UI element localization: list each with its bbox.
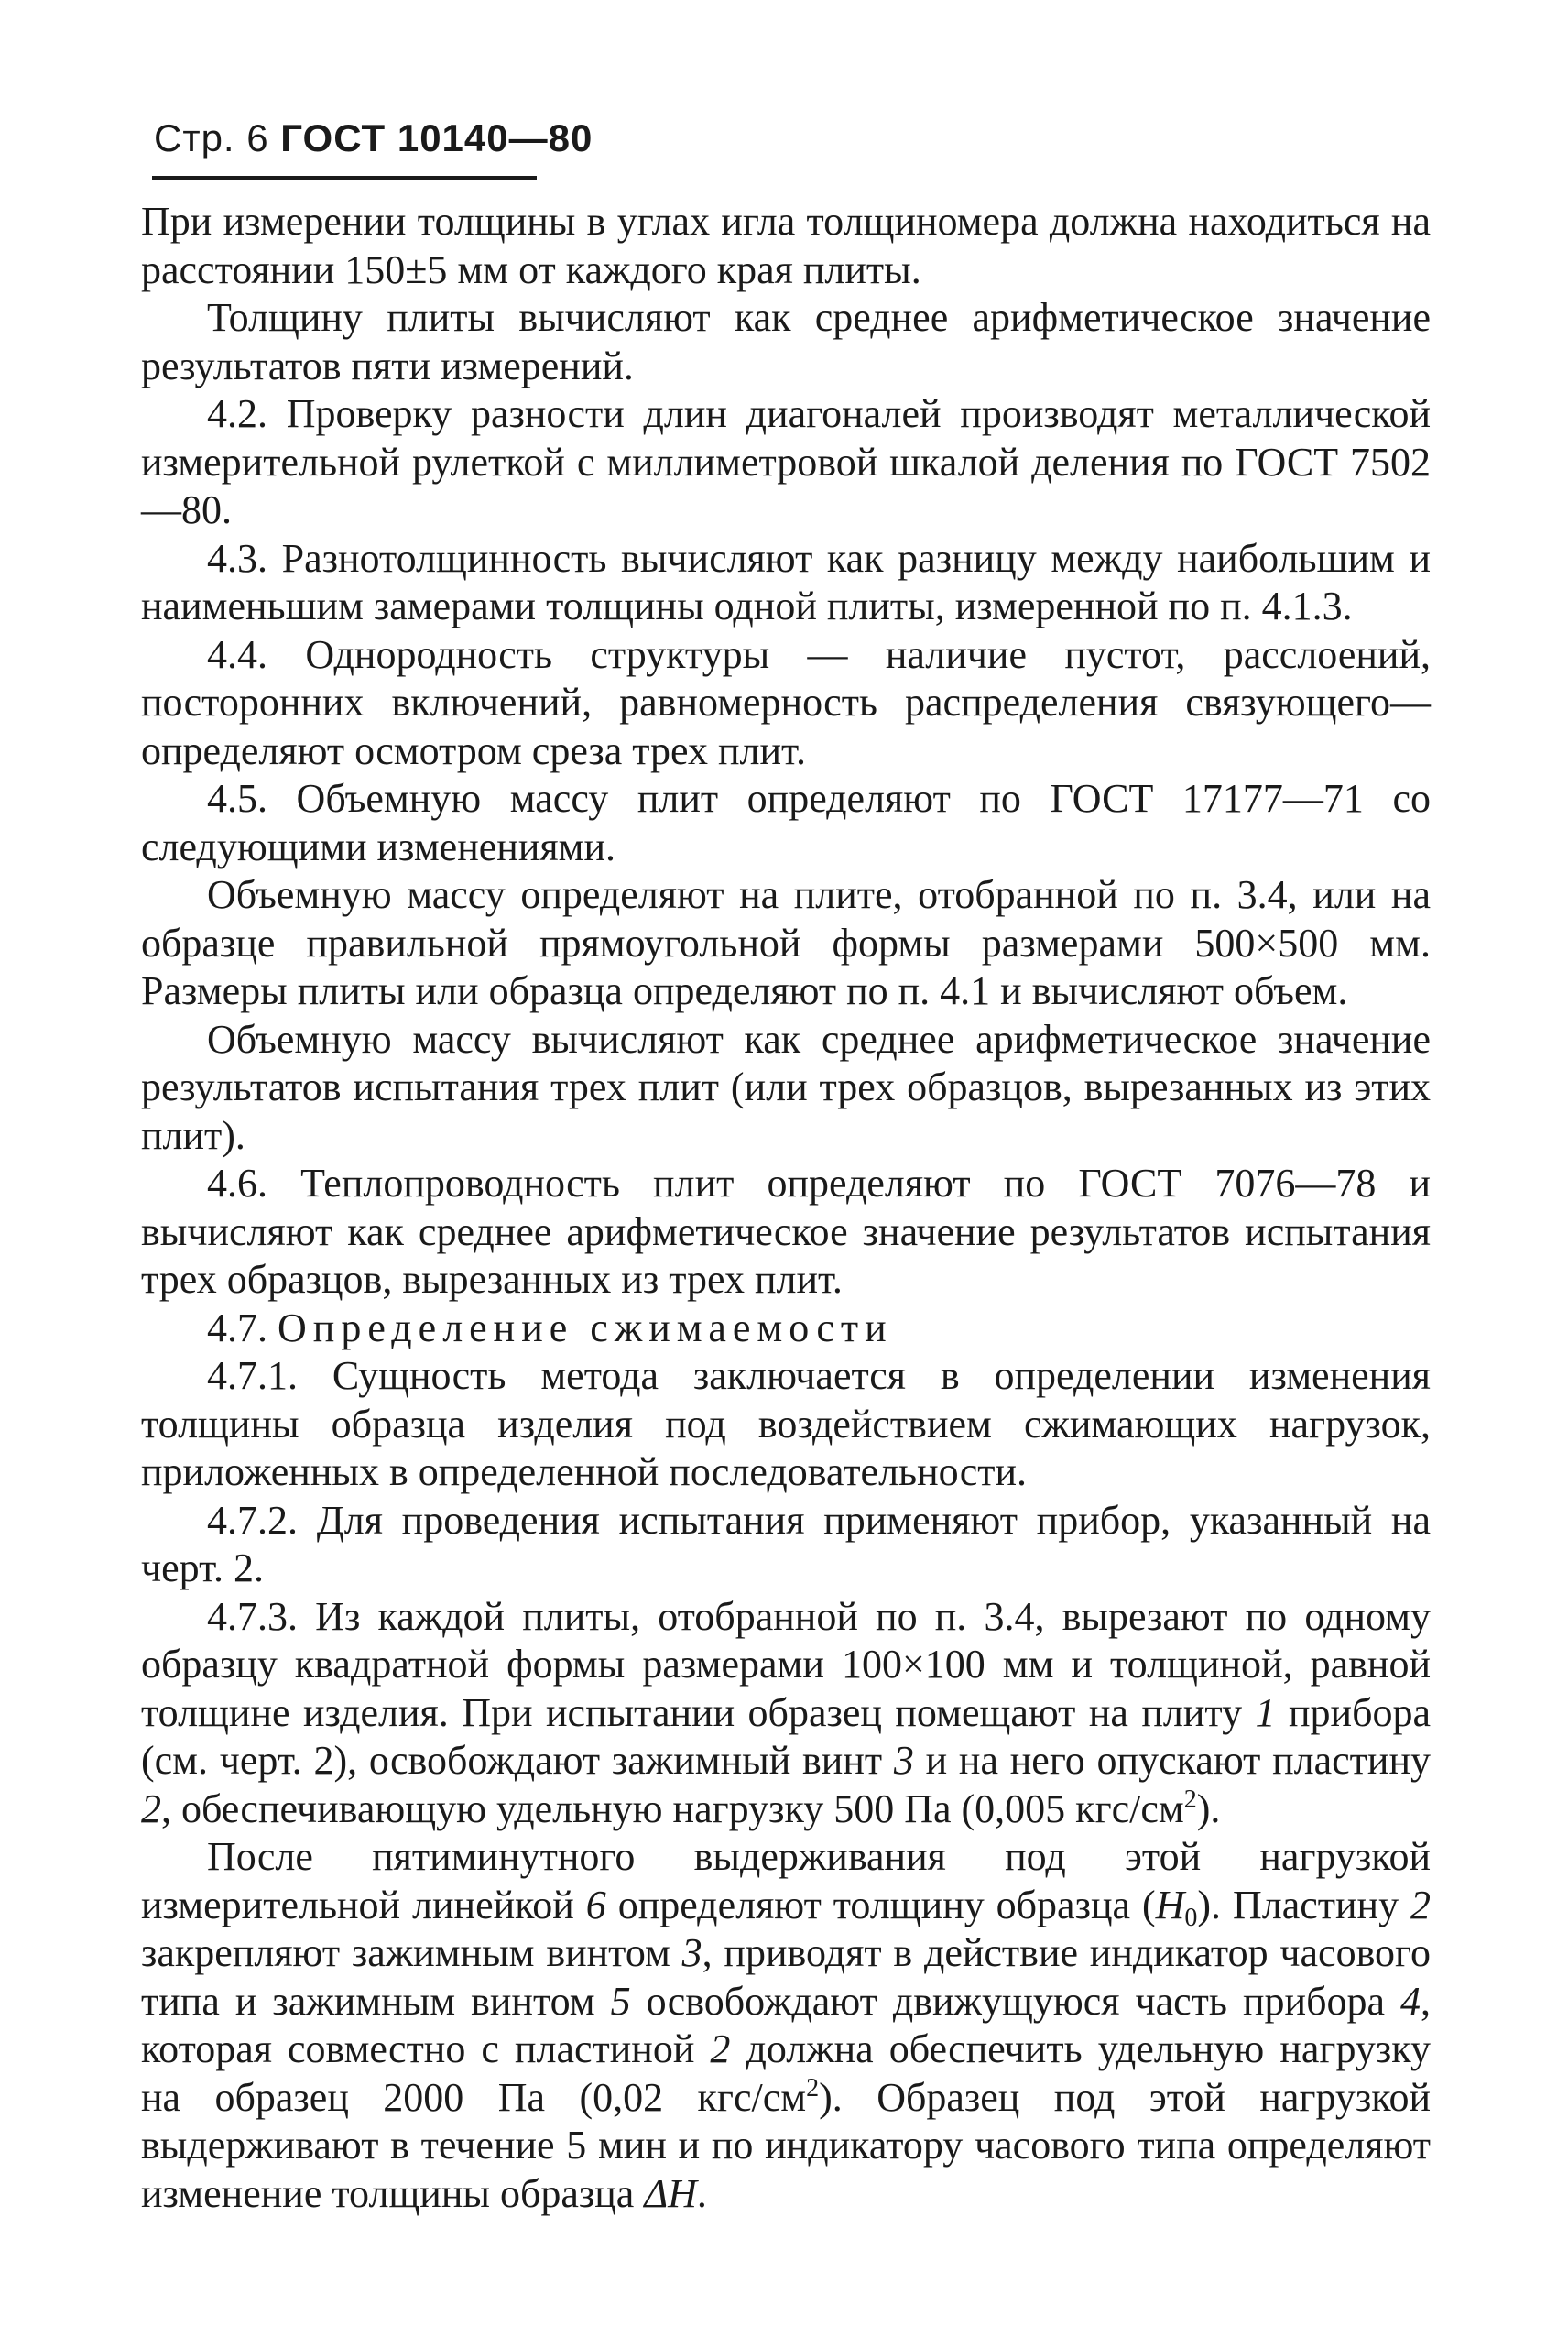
paragraph-text: 4.3. Разнотолщинность вычисляют как разницу между наибольшим и наименьшим замерами толщины одной плиты, измеренной по п. 4.1.3. <box>141 535 1431 628</box>
paragraph-text: закрепляют зажимным винтом <box>141 1930 682 1975</box>
figure-ref-number: 4 <box>1400 1978 1421 2024</box>
paragraph <box>141 1352 1431 1497</box>
subscript: 0 <box>1184 1903 1198 1932</box>
paragraph-text: 4.5. Объемную массу плит определяют по ГОСТ 17177—71 со следующими изменениями. <box>141 776 1431 869</box>
paragraph-text: определяют толщину образца ( <box>605 1882 1156 1927</box>
figure-ref-number: 5 <box>610 1978 631 2024</box>
paragraph-text: 3.4, или на образце правильной прямоугольной формы размерами 500×500 мм. Размеры плиты или образца определяют по п. 4.1 и вычисляют объем. <box>141 872 1431 1013</box>
paragraph <box>141 294 1431 390</box>
figure-ref-number: 2 <box>141 1785 161 1831</box>
paragraph-text: 4.7.2. Для проведения испытания применяют прибор, указанный на черт. 2. <box>141 1497 1431 1590</box>
paragraph-text: 4.7.3. Из каждой плиты, отобранной по п. 3.4, вырезают по одному образцу квадратной формы размерами 100×100 мм и толщиной, равной толщине изделия. При испытании образец помещают на плиту <box>141 1593 1431 1735</box>
page-number: Стр. 6 <box>154 116 269 159</box>
paragraph-text: ). Образец под этой нагрузкой выдерживают в течение 5 мин и по индикатору часового типа определяют изменение толщины образца <box>141 2074 1431 2216</box>
paragraph <box>141 775 1431 871</box>
paragraph-text: 4.2. Проверку разности длин диагоналей производят металлической измерительной рулеткой с миллиметровой шкалой деления по ГОСТ 7502—80. <box>141 391 1431 532</box>
paragraph-text: ). <box>1196 1785 1221 1831</box>
paragraph-text: , приводят в действие индикатор часового типа и зажимным винтом <box>141 1930 1431 2024</box>
symbol-h: H <box>1155 1882 1185 1927</box>
paragraph-text: 4.4. Однородность структуры — наличие пустот, расслоений, посторонних включений, равномерность распределения связующего— определяют осмотром среза трех плит. <box>141 631 1431 773</box>
paragraph <box>141 535 1431 631</box>
paragraph-text: Толщину плиты вычисляют как среднее арифметическое значение результатов пяти измерений. <box>141 295 1431 388</box>
section-heading-text: Определение сжимаемости <box>278 1305 893 1350</box>
paragraph <box>141 1593 1431 1834</box>
paragraph <box>141 390 1431 535</box>
standard-title: ГОСТ 10140—80 <box>280 116 593 159</box>
paragraph-text: , обеспечивающую удельную нагрузку 500 Па (0,005 кгс/см <box>161 1785 1184 1831</box>
figure-ref-number: 3 <box>893 1738 914 1783</box>
paragraph-text: ). Пластину <box>1197 1882 1410 1927</box>
paragraph <box>141 1833 1431 2218</box>
paragraph-text: должна обеспечить удельную нагрузку на образец 2000 Па (0,02 кгс/см <box>141 2026 1431 2120</box>
paragraph-text: прибора (см. черт. 2), освобождают зажимный винт <box>141 1689 1431 1783</box>
superscript: 2 <box>1183 1785 1197 1814</box>
paragraph <box>141 198 1431 294</box>
figure-ref-number: 1 <box>1255 1689 1276 1735</box>
paragraph-text: После пятиминутного выдерживания под этой нагрузкой измерительной линейкой <box>141 1834 1431 1927</box>
section-number: 4.7. <box>207 1305 267 1350</box>
paragraph <box>141 871 1431 1016</box>
superscript: 2 <box>806 2073 820 2102</box>
paragraph-text: освобождают движущуюся часть прибора <box>630 1978 1400 2024</box>
section-heading <box>141 1305 1431 1353</box>
figure-ref-number: 6 <box>585 1882 606 1927</box>
document-body <box>141 198 1432 2218</box>
paragraph-text: 4.6. Теплопроводность плит определяют по ГОСТ 7076—78 и вычисляют как среднее арифметическое значение результатов испытания трех образцов, вырезанных из трех плит. <box>141 1161 1431 1302</box>
page-header <box>154 116 593 159</box>
figure-ref-number: 2 <box>710 2026 731 2071</box>
paragraph <box>141 631 1431 776</box>
figure-ref-number: 3 <box>681 1930 702 1975</box>
symbol-delta-h: ΔH <box>644 2170 697 2216</box>
paragraph-text: 4.7.1. Сущность метода заключается в определении изменения толщины образца изделия под воздействием сжимающих нагрузок, приложенных в определенной последовательности. <box>141 1353 1431 1494</box>
paragraph-text: и на него опускают пластину <box>913 1738 1432 1783</box>
italic-lead-phrase: Объемную массу определяют на плите, отобранной по п. <box>207 872 1223 917</box>
paragraph <box>141 1160 1431 1305</box>
paragraph <box>141 1497 1431 1593</box>
paragraph-text: Объемную массу вычисляют как среднее арифметическое значение результатов испытания трех плит (или трех образцов, вырезанных из этих плит). <box>141 1016 1431 1158</box>
paragraph-text: . <box>696 2170 707 2216</box>
paragraph-text: , которая совместно с пластиной <box>141 1978 1431 2071</box>
paragraph-text: При измерении толщины в углах игла толщиномера должна находиться на расстоянии 150±5 мм от каждого края плиты. <box>141 199 1431 292</box>
header-rule <box>152 176 537 180</box>
paragraph <box>141 1016 1431 1161</box>
figure-ref-number: 2 <box>1410 1882 1431 1927</box>
